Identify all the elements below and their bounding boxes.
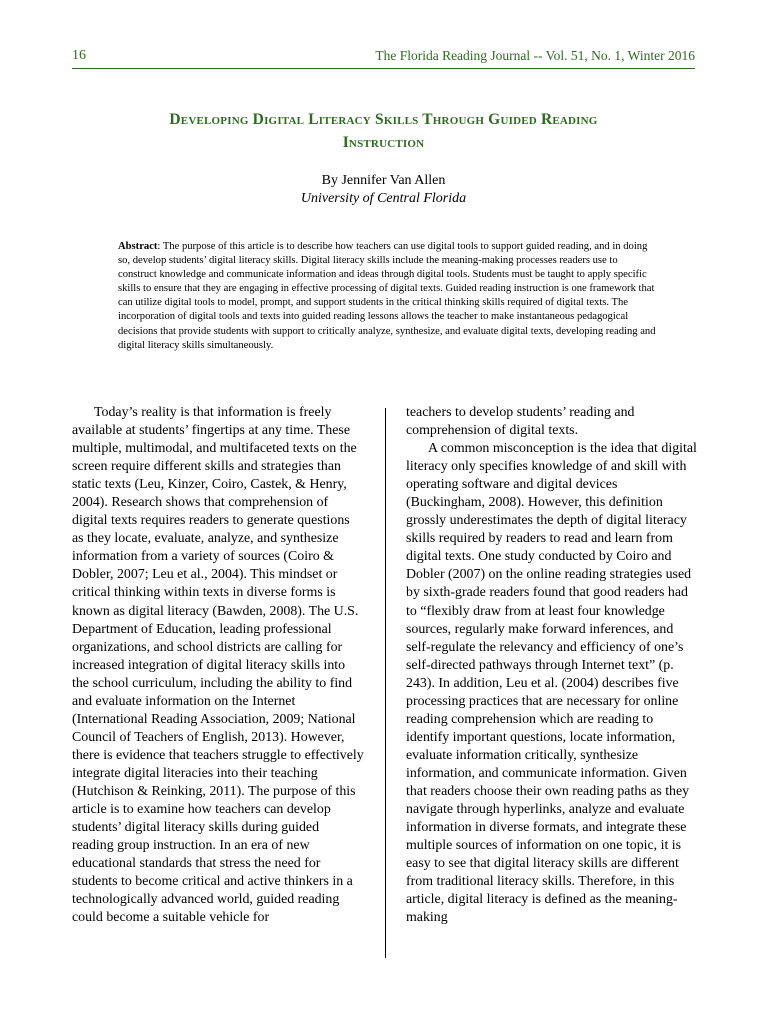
abstract-text: : The purpose of this article is to describe how teachers can use digital tools to support guided reading, and in doing so, develop students’ digital literacy skills. Digital literacy skills include the meaning-making processes readers use to construct knowledge and communicate information and ideas through digital tools. Students must be taught to apply specific skills to ensure that they are engaging in effective processing of digital texts. Guided reading instruction is one framework that can utilize digital tools to model, prompt, and support students in the critical thinking skills required of digital texts. The incorporation of digital tools and texts into guided reading lessons allows the teacher to make instantaneous pedagogical decisions that provide students with support to critically analyze, synthesize, and evaluate digital texts, developing reading and digital literacy skills simultaneously. — [118, 241, 656, 351]
author-affiliation: University of Central Florida — [300, 191, 467, 206]
abstract — [118, 240, 658, 353]
column-divider — [385, 408, 386, 958]
article-title — [72, 108, 695, 154]
abstract-label: Abstract — [118, 241, 158, 252]
body-paragraph-1-continued: teachers to develop students’ reading and comprehension of digital texts. — [406, 405, 635, 439]
body-paragraph-2: A common misconception is the idea that digital literacy only specifies knowledge of and skill with operating software and digital devices (Buckingham, 2008). However, this definition grossly underestimates the depth of digital literacy skills required by readers to read and learn from digital texts. One study conducted by Coiro and Dobler (2007) on the online reading strategies used by sixth-grade readers found that good readers had to “flexibly draw from at least four knowledge sources, regularly make forward inferences, and self-regulate the relevancy and efficiency of one’s self-directed pathways through Internet text” (p. 243). In addition, Leu et al. (2004) describes five processing practices that are necessary for online reading comprehension which are reading to identify important questions, locate information, evaluate information critically, synthesize information, and communicate information. Given that readers choose their own reading paths as they navigate through hyperlinks, analyze and evaluate information in diverse formats, and integrate these multiple sources of information on one topic, it is easy to see that digital literacy skills are different from traditional literacy skills. Therefore, in this article, digital literacy is defined as the meaning-making — [406, 441, 697, 926]
body-column-left — [72, 404, 364, 927]
page-number: 16 — [72, 48, 86, 63]
author-byline: By Jennifer Van Allen — [321, 173, 446, 188]
body-paragraph-1: Today’s reality is that information is freely available at students’ fingertips at any time. These multiple, multimodal, and multifaceted texts on the screen require different skills and strategies than static texts (Leu, Kinzer, Coiro, Castek, & Henry, 2004). Research shows that comprehension of digital texts requires readers to generate questions as they locate, evaluate, analyze, and synthesize information from a variety of sources (Coiro & Dobler, 2007; Leu et al., 2004). This mindset or critical thinking within texts in diverse forms is known as digital literacy (Bawden, 2008). The U.S. Department of Education, leading professional organizations, and school districts are calling for increased integration of digital literacy skills into the school curriculum, including the ability to find and evaluate information on the Internet (International Reading Association, 2009; National Council of Teachers of English, 2013). However, there is evidence that teachers struggle to effectively integrate digital literacies into their teaching (Hutchison & Reinking, 2011). The purpose of this article is to examine how teachers can develop students’ digital literacy skills during guided reading group instruction. In an era of new educational standards that stress the need for students to become critical and active thinkers in a technologically advanced world, guided reading could become a suitable vehicle for — [72, 405, 364, 926]
journal-citation: The Florida Reading Journal -- Vol. 51, No. 1, Winter 2016 — [375, 48, 695, 63]
article-title-line-1: Developing Digital Literacy Skills Through Guided Reading — [169, 111, 598, 128]
header-rule — [72, 68, 695, 69]
byline-block — [72, 172, 695, 208]
running-header — [72, 44, 695, 66]
article-title-line-2: Instruction — [342, 134, 425, 151]
body-column-right — [406, 404, 698, 927]
